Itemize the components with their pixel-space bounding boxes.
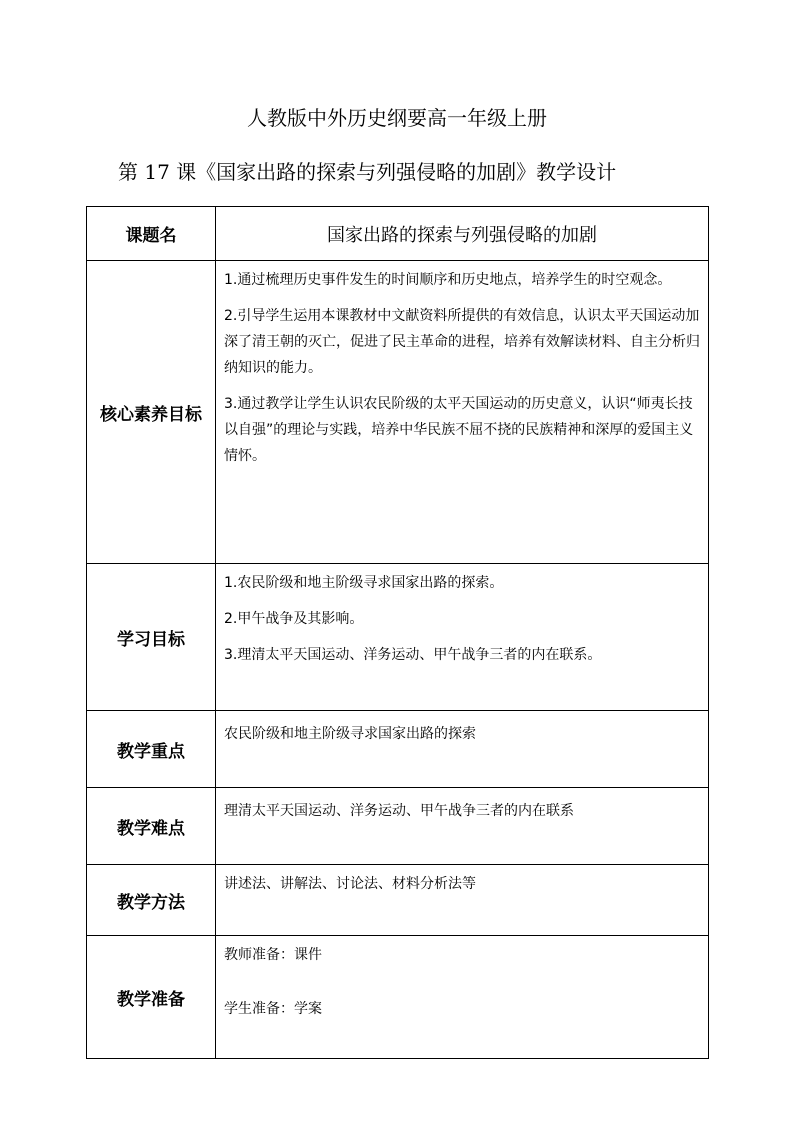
learning-goals-label: 学习目标 bbox=[87, 564, 216, 711]
table-row-topic bbox=[87, 207, 709, 261]
core-literacy-content bbox=[216, 261, 709, 564]
key-points-value: 农民阶级和地主阶级寻求国家出路的探索 bbox=[216, 711, 709, 788]
student-preparation: 学生准备：学案 bbox=[224, 1001, 322, 1017]
lesson-plan-table bbox=[86, 206, 709, 1059]
methods-value: 讲述法、讲解法、讨论法、材料分析法等 bbox=[216, 865, 709, 936]
learning-goal-item: 2.甲午战争及其影响。 bbox=[224, 611, 364, 627]
methods-label: 教学方法 bbox=[87, 865, 216, 936]
learning-goals-content bbox=[216, 564, 709, 711]
learning-goal-item: 3.理清太平天国运动、洋务运动、甲午战争三者的内在联系。 bbox=[224, 647, 602, 663]
core-literacy-label: 核心素养目标 bbox=[87, 261, 216, 564]
core-literacy-item: 1.通过梳理历史事件发生的时间顺序和历史地点，培养学生的时空观念。 bbox=[224, 272, 672, 288]
table-row-learning-goals bbox=[87, 564, 709, 711]
preparation-label: 教学准备 bbox=[87, 936, 216, 1059]
table-row-methods bbox=[87, 865, 709, 936]
document-title: 人教版中外历史纲要高一年级上册 bbox=[247, 106, 547, 130]
table-row-key-points bbox=[87, 711, 709, 788]
difficulties-label: 教学难点 bbox=[87, 788, 216, 865]
topic-value: 国家出路的探索与列强侵略的加剧 bbox=[216, 207, 709, 261]
table-row-preparation bbox=[87, 936, 709, 1059]
key-points-label: 教学重点 bbox=[87, 711, 216, 788]
document-subtitle: 第 17 课《国家出路的探索与列强侵略的加剧》教学设计 bbox=[118, 160, 617, 184]
teacher-preparation: 教师准备：课件 bbox=[224, 947, 322, 963]
learning-goal-item: 1.农民阶级和地主阶级寻求国家出路的探索。 bbox=[224, 575, 504, 591]
difficulties-value: 理清太平天国运动、洋务运动、甲午战争三者的内在联系 bbox=[216, 788, 709, 865]
core-literacy-item: 2.引导学生运用本课教材中文献资料所提供的有效信息，认识太平天国运动加深了清王朝的灭亡，促进了民主革命的进程，培养有效解读材料、自主分析归纳知识的能力。 bbox=[224, 308, 700, 376]
table-row-difficulties bbox=[87, 788, 709, 865]
table-row-core-literacy bbox=[87, 261, 709, 564]
core-literacy-item: 3.通过教学让学生认识农民阶级的太平天国运动的历史意义，认识“师夷长技以自强”的理论与实践，培养中华民族不屈不挠的民族精神和深厚的爱国主义情怀。 bbox=[224, 396, 694, 464]
preparation-content bbox=[216, 936, 709, 1059]
topic-label: 课题名 bbox=[87, 207, 216, 261]
